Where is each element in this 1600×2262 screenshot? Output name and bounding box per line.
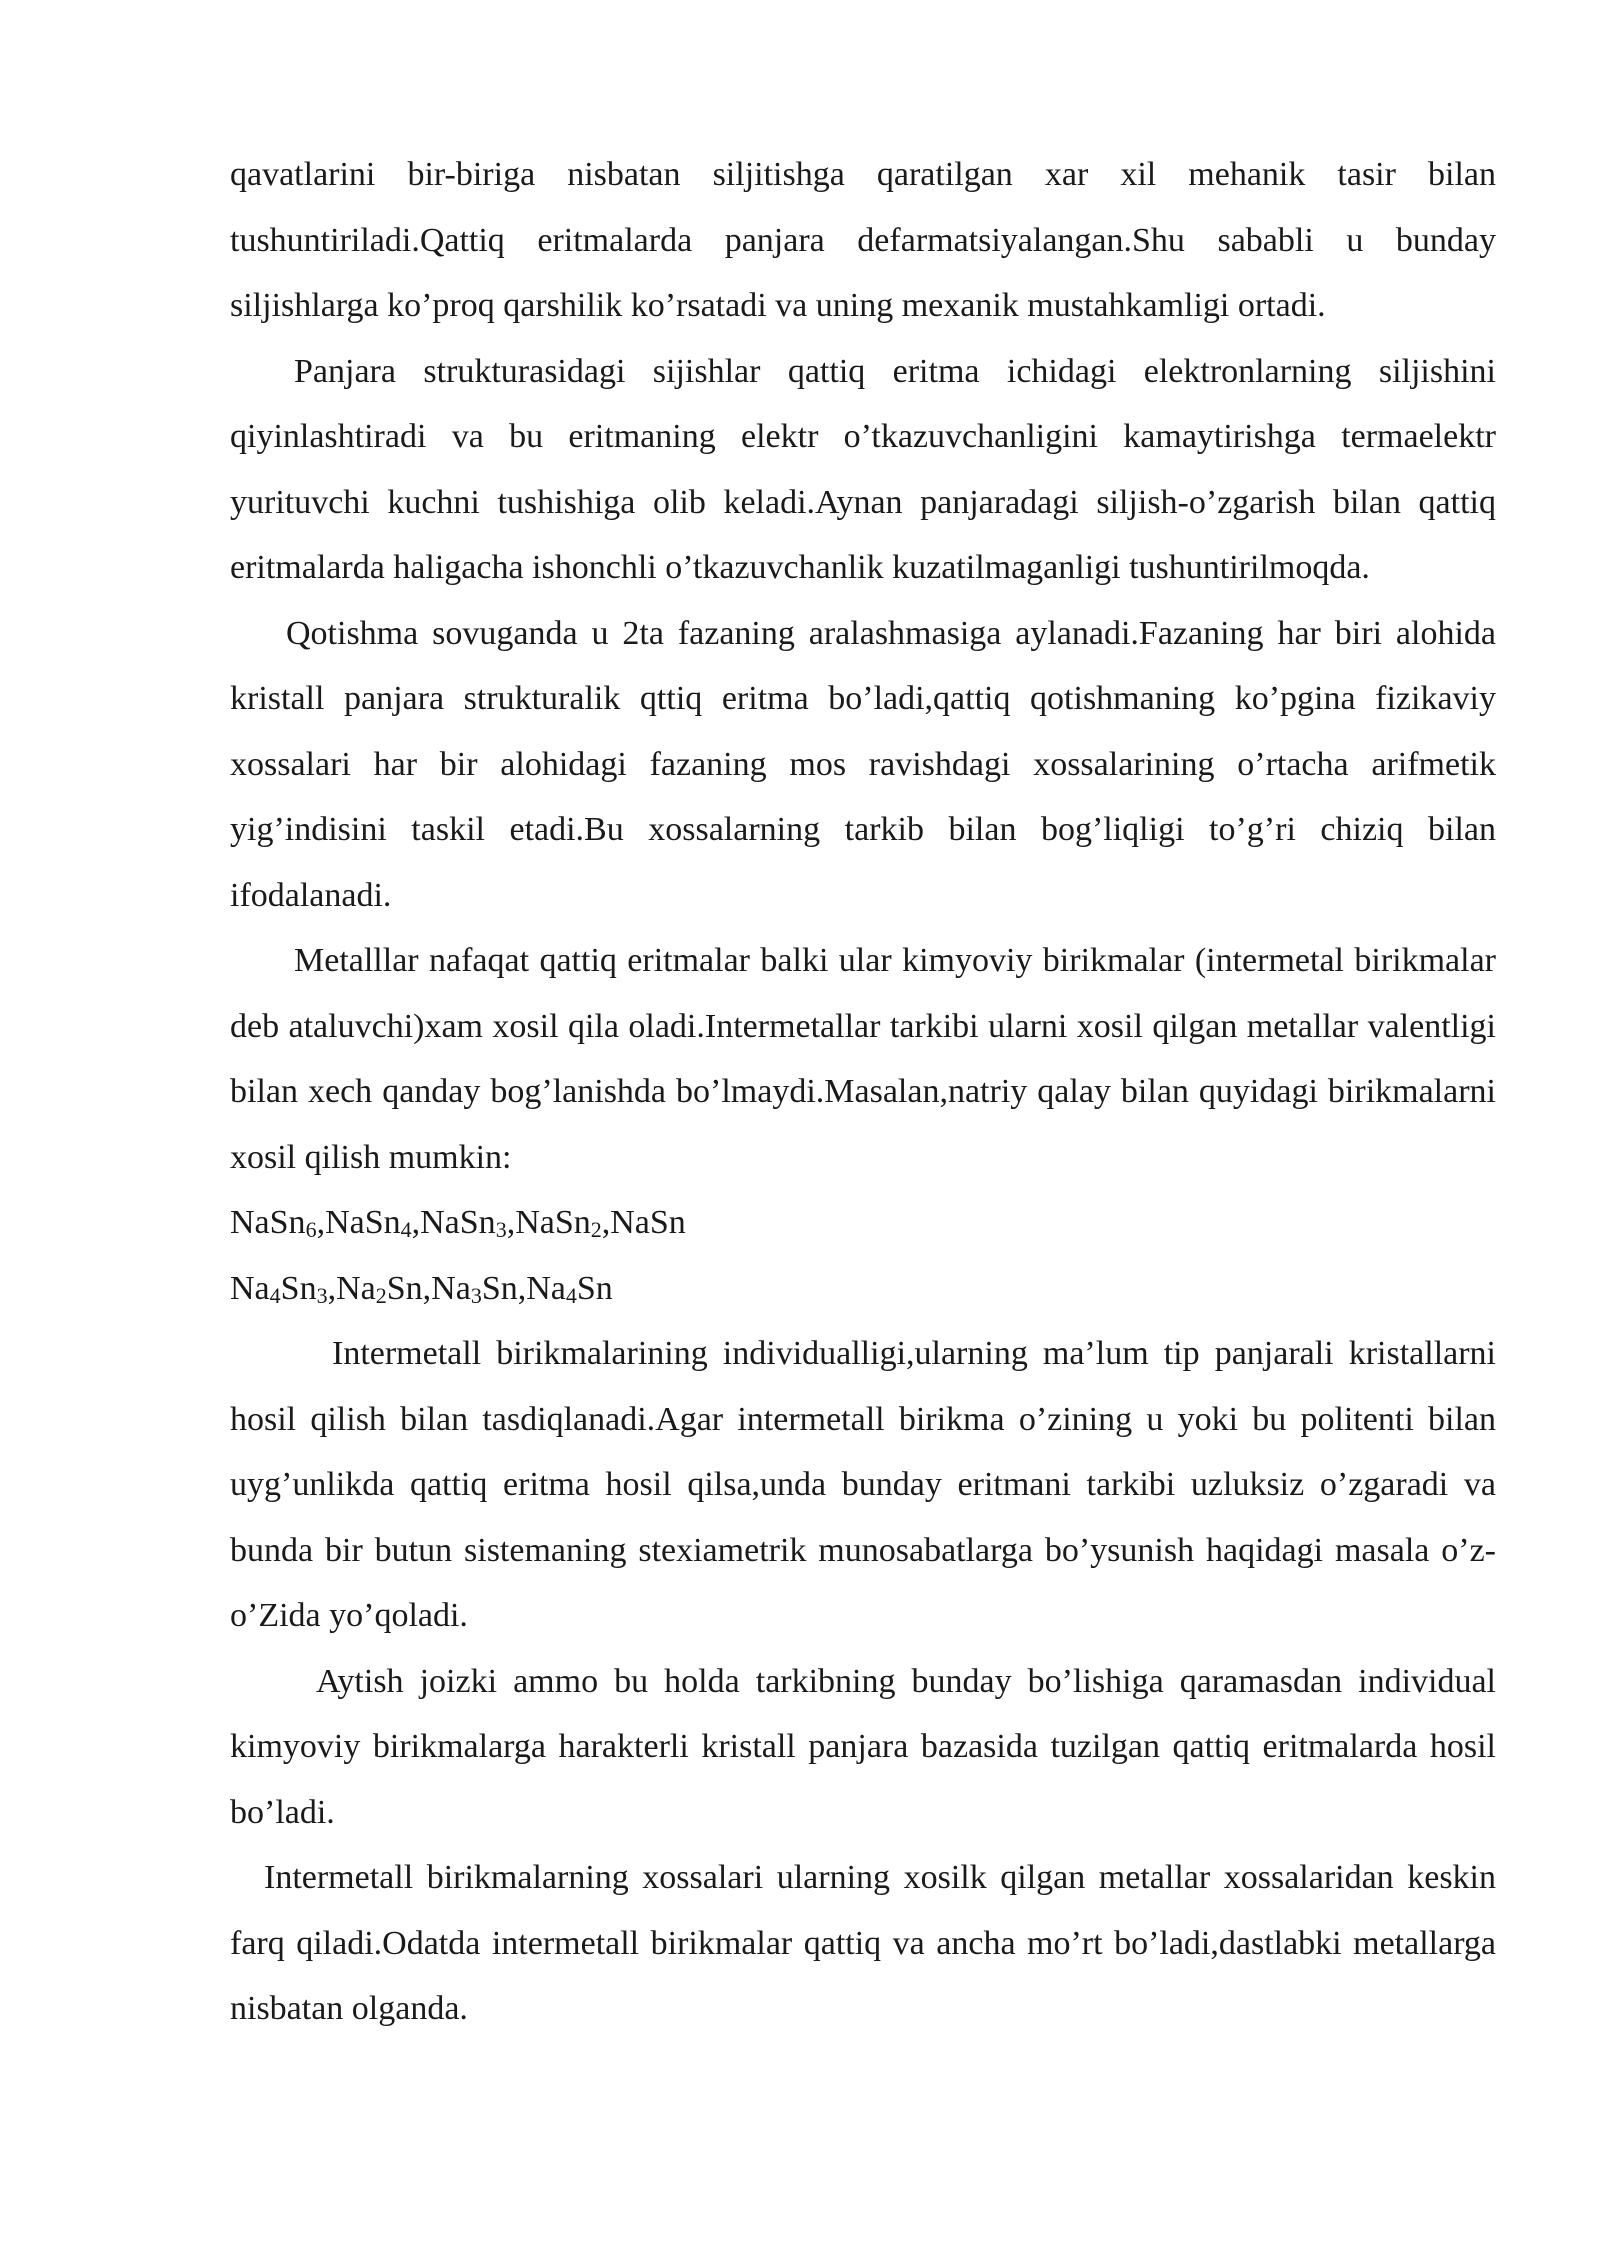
formula-2-2: $Na_2Sn$,	[336, 1269, 432, 1308]
formula-line-2	[230, 1256, 1496, 1322]
formula-1-2: NaSn$_4$,	[325, 1204, 421, 1242]
formula-1-3: NaSn$_3$,	[420, 1204, 516, 1242]
formula-1-4: NaSn$_2$,	[515, 1204, 611, 1242]
formula-1-1: NaSn$_6$,	[230, 1204, 326, 1242]
paragraph-2: Panjara strukturasidagi sijishlar qattiq eritma ichidagi elektronlarning siljishini qiyinlashtiradi va bu eritmaning elektr o’tkazuvchanligini kamaytirishga termaelektr yurituvchi kuchni tushishiga olib keladi.Aynan panjaradagi siljish-o’zgarish bilan qattiq eritmalarda haligacha ishonchli o’tkazuvchanlik kuzatilmaganligi tushuntirilmoqda.	[230, 352, 1496, 586]
paragraph-4: Metalllar nafaqat qattiq eritmalar balki ular kimyoviy birikmalar (intermetal birikmalar deb ataluvchi)xam xosil qila oladi.Intermetallar tarkibi ularni xosil qilgan metallar valentligi bilan xech qanday bog’lanishda bo’lmaydi.Masalan,natriy qalay bilan quyidagi birikmalarni xosil qilish mumkin:	[230, 942, 1496, 1176]
paragraph-3: Qotishma sovuganda u 2ta fazaning aralashmasiga aylanadi.Fazaning har biri alohida kristall panjara strukturalik qttiq eritma bo’ladi,qattiq qotishmaning ko’pgina fizikaviy xossalari har bir alohidagi fazaning mos ravishdagi xossalarining o’rtacha arifmetik yig’indisini taskil etadi.Bu xossalarning tarkib bilan bog’liqligi to’g’ri chiziq bilan ifodalanadi.	[230, 614, 1496, 914]
formula-2-1: $Na_4Sn_3$,	[230, 1269, 337, 1308]
paragraph-1: qavatlarini bir-biriga nisbatan siljitishga qaratilgan xar xil mehanik tasir bilan tushuntiriladi.Qattiq eritmalarda panjara defarmatsiyalangan.Shu sababli u bunday siljishlarga ko’proq qarshilik ko’rsatadi va uning mexanik mustahkamligi ortadi.	[230, 156, 1496, 324]
paragraph-7: Intermetall birikmalarning xossalari ularning xosilk qilgan metallar xossalaridan keskin farq qiladi.Odatda intermetall birikmalar qattiq va ancha mo’rt bo’ladi,dastlabki metallarga nisbatan olganda.	[230, 1859, 1496, 2027]
formula-2-4: $Na_4Sn$	[526, 1269, 613, 1308]
paragraph-6: Aytish joizki ammo bu holda tarkibning bunday bo’lishiga qaramasdan individual kimyoviy birikmalarga harakterli kristall panjara bazasida tuzilgan qattiq eritmalarda hosil bo’ladi.	[230, 1662, 1496, 1831]
formula-line-1	[230, 1190, 1496, 1256]
formula-2-3: $Na_3Sn$,	[431, 1269, 527, 1308]
paragraph-5: Intermetall birikmalarining individualligi,ularning ma’lum tip panjarali kristallarni hosil qilish bilan tasdiqlanadi.Agar intermetall birikma o’zining u yoki bu politenti bilan uyg’unlikda qattiq eritma hosil qilsa,unda bunday eritmani tarkibi uzluksiz o’zgaradi va bunda bir butun sistemaning stexiametrik munosabatlarga bo’ysunish haqidagi masala o’z-o’Zida yo’qoladi.	[230, 1335, 1496, 1634]
document-page	[230, 142, 1496, 2042]
formula-1-5: NaSn	[610, 1204, 686, 1241]
